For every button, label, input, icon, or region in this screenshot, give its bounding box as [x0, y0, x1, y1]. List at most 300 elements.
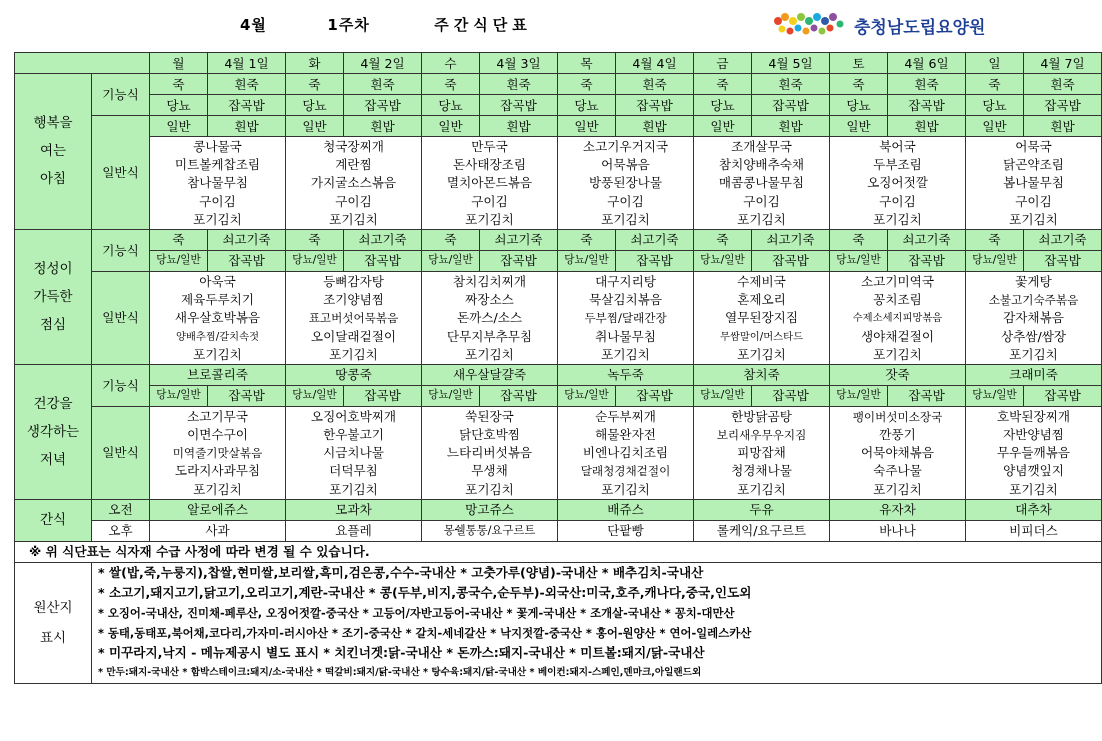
regular-menu: [286, 406, 422, 499]
menu-dish: 숙주나물: [873, 463, 922, 479]
meal-label-line: 여는: [39, 143, 67, 160]
menu-dish: 호박된장찌개: [997, 408, 1070, 424]
menu-dish: 북어국: [879, 139, 916, 154]
menu-dish: 등뼈감자탕: [323, 273, 384, 289]
table-row: [15, 406, 1102, 499]
day-name: 월: [150, 53, 208, 74]
menu-dish: 포기김치: [193, 211, 242, 227]
snack-am-item: 대추차: [966, 499, 1102, 520]
menu-dish: 구이김: [335, 193, 372, 209]
snack-label: 간식: [15, 499, 92, 541]
meal-item: 죽: [422, 74, 480, 95]
regular-menu: [830, 406, 966, 499]
regular-menu: [286, 271, 422, 364]
menu-dish: 시금치나물: [323, 445, 384, 461]
snack-pm-item: 단팥빵: [558, 520, 694, 541]
meal-item: 쇠고기죽: [888, 229, 966, 250]
menu-dish: 돈사태장조림: [453, 157, 526, 173]
porridge-item: 녹두죽: [558, 364, 694, 385]
menu-dish: 닭단호박찜: [459, 427, 520, 443]
menu-dish: 포기김치: [193, 346, 242, 362]
regular-diet-label: 일반식: [92, 271, 150, 364]
snack-am-item: 모과차: [286, 499, 422, 520]
meal-item: 쇠고기죽: [208, 229, 286, 250]
meal-item: 죽: [558, 229, 616, 250]
origin-line: * 쌀(밥,죽,누룽지),찹쌀,현미쌀,보리쌀,흑미,검은콩,수수-국내산 * 고춧가루(양념)-국내산 * 배추김치-국내산: [98, 564, 704, 580]
day-name: 수: [422, 53, 480, 74]
menu-dish: 생야채겉절이: [861, 328, 934, 344]
meal-label-line: 아침: [39, 171, 67, 188]
menu-dish: 한방닭곰탕: [731, 408, 792, 424]
day-date: 4월 3일: [480, 53, 558, 74]
menu-dish: 포기김치: [601, 211, 650, 227]
regular-menu: [966, 271, 1102, 364]
day-date: 4월 2일: [344, 53, 422, 74]
meal-label-line: 저녁: [39, 451, 67, 468]
regular-menu: [694, 271, 830, 364]
meal-item: 흰밥: [344, 116, 422, 137]
title-week: 1주차: [327, 16, 370, 34]
day-name: 일: [966, 53, 1024, 74]
menu-dish: 조기양념찜: [323, 292, 384, 308]
menu-dish: 취나물무침: [595, 328, 656, 344]
day-name: 화: [286, 53, 344, 74]
menu-dish: 구이김: [199, 193, 236, 209]
regular-menu: [422, 406, 558, 499]
meal-item: 당뇨/일반: [966, 385, 1024, 406]
snack-pm-label: 오후: [92, 520, 150, 541]
snack-pm-item: 사과: [150, 520, 286, 541]
meal-item: 흰밥: [480, 116, 558, 137]
menu-dish: 포기김치: [329, 346, 378, 362]
menu-dish: 계란찜: [335, 157, 372, 173]
meal-item: 잡곡밥: [208, 385, 286, 406]
regular-menu: [694, 137, 830, 230]
menu-dish: 봄나물무침: [1003, 175, 1064, 191]
table-row: [15, 53, 1102, 74]
table-row: [15, 250, 1102, 271]
menu-dish: 보리새우무우지짐: [716, 428, 807, 443]
menu-dish: 조개살무국: [731, 139, 792, 154]
weekly-menu-table: [14, 52, 1102, 684]
title-month: 4월: [240, 16, 267, 34]
meal-item: 잡곡밥: [616, 250, 694, 271]
meal-item: 잡곡밥: [752, 385, 830, 406]
table-row: [15, 499, 1102, 520]
functional-diet-label: 기능식: [92, 229, 150, 271]
menu-dish: 꽁치조림: [873, 292, 922, 308]
menu-dish: 방풍된장나물: [589, 175, 662, 191]
menu-dish: 포기김치: [1009, 346, 1058, 362]
menu-dish: 감자채볶음: [1003, 310, 1064, 326]
menu-dish: 순두부찌개: [595, 408, 656, 424]
menu-dish: 수제비국: [737, 273, 786, 289]
regular-diet-label: 일반식: [92, 406, 150, 499]
meal-item: 당뇨/일반: [694, 385, 752, 406]
menu-dish: 대구지리탕: [595, 273, 656, 289]
menu-dish: 아욱국: [199, 273, 236, 289]
menu-dish: 포기김치: [873, 481, 922, 497]
header-corner: [15, 53, 150, 74]
porridge-item: 크래미죽: [966, 364, 1102, 385]
menu-dish: 도라지사과무침: [174, 463, 261, 479]
meal-item: 흰죽: [344, 74, 422, 95]
origin-label-line: 원산지: [33, 599, 73, 616]
menu-dish: 참나물무침: [187, 175, 248, 191]
meal-label-line: 정성이: [33, 260, 73, 277]
meal-item: 당뇨: [966, 95, 1024, 116]
meal-item: 흰죽: [208, 74, 286, 95]
meal-item: 죽: [694, 229, 752, 250]
menu-dish: 느타리버섯볶음: [446, 445, 533, 461]
menu-dish: 해물완자전: [595, 427, 656, 443]
meal-label-line: 가득한: [33, 288, 73, 305]
meal-item: 일반: [830, 116, 888, 137]
menu-dish: 소불고기숙주볶음: [988, 293, 1079, 308]
menu-dish: 미트볼케찹조림: [174, 157, 261, 173]
meal-item: 당뇨/일반: [966, 250, 1024, 271]
menu-dish: 청경채나물: [731, 463, 792, 479]
menu-dish: 수제소세지피망볶음: [852, 312, 943, 325]
table-row: [15, 541, 1102, 562]
org-name: 충청남도립요양원: [854, 17, 986, 38]
menu-dish: 돈까스/소스: [456, 310, 523, 326]
menu-dish: 달래청경채겉절이: [580, 464, 671, 479]
menu-dish: 소고기무국: [187, 408, 248, 424]
snack-am-item: 두유: [694, 499, 830, 520]
regular-menu: [558, 137, 694, 230]
snack-pm-item: 몽쉘통통/요구르트: [422, 520, 558, 541]
meal-item: 당뇨/일반: [422, 385, 480, 406]
menu-dish: 포기김치: [193, 481, 242, 497]
menu-dish: 매콤콩나물무침: [718, 175, 805, 191]
dinner-label: [15, 364, 92, 499]
regular-menu: [830, 137, 966, 230]
menu-dish: 어묵야채볶음: [861, 445, 934, 461]
meal-item: 잡곡밥: [1024, 250, 1102, 271]
menu-dish: 열무된장지짐: [725, 310, 798, 326]
menu-dish: 포기김치: [737, 346, 786, 362]
porridge-item: 땅콩죽: [286, 364, 422, 385]
menu-dish: 포기김치: [737, 211, 786, 227]
menu-dish: 구이김: [471, 193, 508, 209]
regular-menu: [286, 137, 422, 230]
meal-item: 흰밥: [208, 116, 286, 137]
origin-line: * 소고기,돼지고기,닭고기,오리고기,계란-국내산 * 콩(두부,비지,콩국수,순두부)-외국산:미국,호주,캐나다,중국,인도외: [98, 584, 752, 600]
meal-item: 흰죽: [752, 74, 830, 95]
meal-item: 죽: [286, 229, 344, 250]
snack-am-item: 알로에쥬스: [150, 499, 286, 520]
meal-item: 흰밥: [888, 116, 966, 137]
meal-item: 잡곡밥: [480, 95, 558, 116]
menu-dish: 포기김치: [329, 481, 378, 497]
meal-item: 잡곡밥: [480, 385, 558, 406]
meal-item: 잡곡밥: [1024, 385, 1102, 406]
menu-dish: 제육두루치기: [181, 292, 254, 308]
meal-item: 당뇨: [422, 95, 480, 116]
day-date: 4월 7일: [1024, 53, 1102, 74]
snack-am-item: 유자차: [830, 499, 966, 520]
table-row: [15, 385, 1102, 406]
menu-dish: 표고버섯어묵볶음: [308, 311, 399, 326]
menu-dish: 단무지부추무침: [446, 328, 533, 344]
meal-item: 일반: [150, 116, 208, 137]
menu-dish: 만두국: [471, 139, 508, 154]
menu-dish: 짜장소스: [465, 292, 514, 308]
menu-dish: 소고기우거지국: [582, 139, 669, 154]
meal-item: 잡곡밥: [888, 385, 966, 406]
menu-dish: 무쌈말이/머스타드: [719, 330, 804, 343]
meal-item: 잡곡밥: [888, 95, 966, 116]
regular-menu: [966, 406, 1102, 499]
meal-item: 일반: [422, 116, 480, 137]
functional-diet-label: 기능식: [92, 74, 150, 116]
origin-line: * 동태,동태포,북어채,코다리,가자미-러시아산 * 조기-중국산 * 갈치-세네갈산 * 낙지젓깔-중국산 * 홍어-원양산 * 연어-일레스카산: [98, 625, 752, 640]
lunch-label: [15, 229, 92, 364]
regular-menu: [422, 271, 558, 364]
org-flower-emblem-icon: [770, 12, 848, 38]
meal-item: 죽: [286, 74, 344, 95]
meal-item: 잡곡밥: [344, 250, 422, 271]
day-name: 목: [558, 53, 616, 74]
meal-item: 잡곡밥: [616, 95, 694, 116]
table-row: [15, 95, 1102, 116]
menu-dish: 자반양념찜: [1003, 427, 1064, 443]
snack-pm-item: 비피더스: [966, 520, 1102, 541]
menu-dish: 어묵국: [1015, 139, 1052, 154]
menu-dish: 포기김치: [1009, 211, 1058, 227]
meal-item: 죽: [830, 229, 888, 250]
meal-item: 잡곡밥: [752, 95, 830, 116]
menu-dish: 더덕무침: [329, 463, 378, 479]
menu-dish: 포기김치: [873, 346, 922, 362]
menu-dish: 두부조림: [873, 157, 922, 173]
meal-item: 흰죽: [616, 74, 694, 95]
menu-dish: 소고기미역국: [861, 273, 934, 289]
menu-dish: 포기김치: [329, 211, 378, 227]
meal-item: 당뇨/일반: [830, 385, 888, 406]
table-row: [15, 271, 1102, 364]
menu-dish: 두부찜/달래간장: [584, 311, 667, 326]
table-row: [15, 364, 1102, 385]
meal-item: 잡곡밥: [1024, 95, 1102, 116]
meal-item: 당뇨/일반: [830, 250, 888, 271]
meal-item: 당뇨: [830, 95, 888, 116]
menu-dish: 무생채: [471, 463, 508, 479]
breakfast-label: [15, 74, 92, 230]
regular-diet-label: 일반식: [92, 116, 150, 230]
meal-item: 쇠고기죽: [616, 229, 694, 250]
menu-dish: 상추쌈/쌈장: [1000, 328, 1067, 344]
origin-label: [15, 562, 92, 683]
regular-menu: [150, 406, 286, 499]
day-date: 4월 4일: [616, 53, 694, 74]
meal-item: 당뇨: [150, 95, 208, 116]
menu-dish: 새우살호박볶음: [174, 310, 261, 326]
snack-pm-item: 요플레: [286, 520, 422, 541]
menu-dish: 오이달래겉절이: [310, 328, 397, 344]
meal-item: 죽: [966, 229, 1024, 250]
menu-dish: 이면수구이: [187, 427, 248, 443]
regular-menu: [150, 137, 286, 230]
menu-dish: 멸치아몬드볶음: [446, 175, 533, 191]
menu-dish: 양념깻잎지: [1003, 463, 1064, 479]
menu-dish: 포기김치: [601, 481, 650, 497]
meal-item: 흰밥: [616, 116, 694, 137]
meal-item: 일반: [966, 116, 1024, 137]
meal-item: 잡곡밥: [480, 250, 558, 271]
menu-dish: 포기김치: [601, 346, 650, 362]
porridge-item: 잣죽: [830, 364, 966, 385]
snack-am-item: 망고쥬스: [422, 499, 558, 520]
meal-item: 쇠고기죽: [480, 229, 558, 250]
menu-dish: 참치김치찌개: [453, 273, 526, 289]
meal-item: 죽: [150, 229, 208, 250]
regular-menu: [422, 137, 558, 230]
snack-pm-item: 바나나: [830, 520, 966, 541]
menu-dish: 한우불고기: [323, 427, 384, 443]
meal-label-line: 행복을: [33, 115, 73, 132]
menu-dish: 콩나물국: [193, 139, 242, 154]
origin-list: [92, 562, 1102, 683]
meal-item: 당뇨/일반: [558, 385, 616, 406]
meal-item: 죽: [558, 74, 616, 95]
meal-item: 흰밥: [752, 116, 830, 137]
meal-item: 죽: [150, 74, 208, 95]
menu-dish: 깐풍기: [879, 427, 916, 443]
menu-dish: 구이김: [879, 193, 916, 209]
menu-dish: 참치양배추숙채: [718, 157, 805, 173]
regular-menu: [558, 271, 694, 364]
meal-item: 쇠고기죽: [1024, 229, 1102, 250]
table-row: [15, 137, 1102, 230]
menu-dish: 포기김치: [737, 481, 786, 497]
menu-dish: 포기김치: [465, 211, 514, 227]
menu-dish: 포기김치: [465, 481, 514, 497]
day-date: 4월 5일: [752, 53, 830, 74]
day-name: 금: [694, 53, 752, 74]
menu-dish: 포기김치: [873, 211, 922, 227]
snack-pm-item: 롤케익/요구르트: [694, 520, 830, 541]
menu-dish: 어묵볶음: [601, 157, 650, 173]
menu-dish: 구이김: [607, 193, 644, 209]
meal-item: 쇠고기죽: [344, 229, 422, 250]
meal-item: 흰죽: [480, 74, 558, 95]
meal-item: 일반: [286, 116, 344, 137]
day-name: 토: [830, 53, 888, 74]
meal-item: 죽: [830, 74, 888, 95]
snack-am-label: 오전: [92, 499, 150, 520]
meal-label-line: 점심: [39, 316, 67, 333]
snack-am-item: 배쥬스: [558, 499, 694, 520]
menu-dish: 무우들깨볶음: [997, 445, 1070, 461]
title-label: 주간식단표: [434, 16, 532, 34]
day-date: 4월 6일: [888, 53, 966, 74]
menu-dish: 가지굴소스볶음: [310, 175, 397, 191]
meal-item: 흰죽: [888, 74, 966, 95]
page-title: [240, 14, 532, 35]
meal-item: 당뇨/일반: [558, 250, 616, 271]
porridge-item: 브로콜리죽: [150, 364, 286, 385]
table-row: [15, 562, 1102, 683]
table-row: [15, 229, 1102, 250]
meal-item: 죽: [966, 74, 1024, 95]
origin-line: * 오징어-국내산, 진미채-페루산, 오징어젓깔-중국산 * 고등어/자반고등어-국내산 * 꽃게-국내산 * 조개살-국내산 * 꽁치-대만산: [98, 605, 735, 620]
meal-item: 일반: [694, 116, 752, 137]
regular-menu: [830, 271, 966, 364]
menu-dish: 팽이버섯미소장국: [852, 409, 943, 424]
menu-dish: 쑥된장국: [465, 408, 514, 424]
menu-dish: 피망잡채: [737, 445, 786, 461]
meal-label-line: 건강을: [33, 395, 73, 412]
table-row: [15, 116, 1102, 137]
org-logo: [770, 12, 985, 38]
meal-item: 당뇨/일반: [694, 250, 752, 271]
meal-item: 잡곡밥: [888, 250, 966, 271]
regular-menu: [150, 271, 286, 364]
meal-item: 당뇨/일반: [286, 250, 344, 271]
table-row: [15, 74, 1102, 95]
meal-item: 일반: [558, 116, 616, 137]
regular-menu: [966, 137, 1102, 230]
origin-line: * 미꾸라지,낙지 - 메뉴제공시 별도 표시 * 치킨너겟:닭-국내산 * 돈까스:돼지-국내산 * 미트볼:돼지/닭-국내산: [98, 644, 705, 660]
meal-item: 흰죽: [1024, 74, 1102, 95]
meal-item: 잡곡밥: [344, 95, 422, 116]
menu-dish: 구이김: [1015, 193, 1052, 209]
meal-item: 당뇨: [558, 95, 616, 116]
menu-dish: 비엔나김치조림: [582, 445, 669, 461]
menu-dish: 청국장찌개: [323, 139, 384, 154]
meal-item: 잡곡밥: [208, 95, 286, 116]
table-row: [15, 520, 1102, 541]
meal-item: 죽: [694, 74, 752, 95]
functional-diet-label: 기능식: [92, 364, 150, 406]
menu-dish: 닭곤약조림: [1003, 157, 1064, 173]
menu-dish: 묵살김치볶음: [589, 292, 662, 308]
meal-item: 죽: [422, 229, 480, 250]
meal-item: 당뇨/일반: [286, 385, 344, 406]
meal-label-line: 생각하는: [26, 423, 80, 440]
porridge-item: 참치죽: [694, 364, 830, 385]
origin-label-line: 표시: [39, 629, 67, 646]
menu-dish: 미역줄기맛살볶음: [172, 446, 263, 461]
meal-item: 잡곡밥: [344, 385, 422, 406]
meal-item: 당뇨/일반: [150, 385, 208, 406]
meal-item: 잡곡밥: [752, 250, 830, 271]
regular-menu: [694, 406, 830, 499]
meal-item: 잡곡밥: [208, 250, 286, 271]
menu-dish: 오징어젓깔: [867, 175, 928, 191]
origin-line: * 만두:돼지-국내산 * 함박스테이크:돼지/소-국내산 * 떡갈비:돼지/닭-국내산 * 탕수육:돼지/닭-국내산 * 베이컨:돼지-스페인,덴마크,아일랜드외: [98, 666, 702, 678]
porridge-item: 새우살달걀죽: [422, 364, 558, 385]
meal-item: 당뇨/일반: [422, 250, 480, 271]
meal-item: 흰밥: [1024, 116, 1102, 137]
menu-dish: 포기김치: [1009, 481, 1058, 497]
notice-text: ※ 위 식단표는 식자재 수급 사정에 따라 변경 될 수 있습니다.: [15, 541, 1102, 562]
meal-item: 당뇨: [286, 95, 344, 116]
menu-dish: 구이김: [743, 193, 780, 209]
regular-menu: [558, 406, 694, 499]
menu-dish: 혼제오리: [737, 292, 786, 308]
meal-item: 쇠고기죽: [752, 229, 830, 250]
menu-dish: 오징어호박찌개: [310, 408, 397, 424]
meal-item: 잡곡밥: [616, 385, 694, 406]
day-date: 4월 1일: [208, 53, 286, 74]
menu-dish: 포기김치: [465, 346, 514, 362]
menu-dish: 꽃게탕: [1015, 273, 1052, 289]
menu-dish: 양배추찜/갈치속젓: [175, 330, 260, 343]
meal-item: 당뇨/일반: [150, 250, 208, 271]
